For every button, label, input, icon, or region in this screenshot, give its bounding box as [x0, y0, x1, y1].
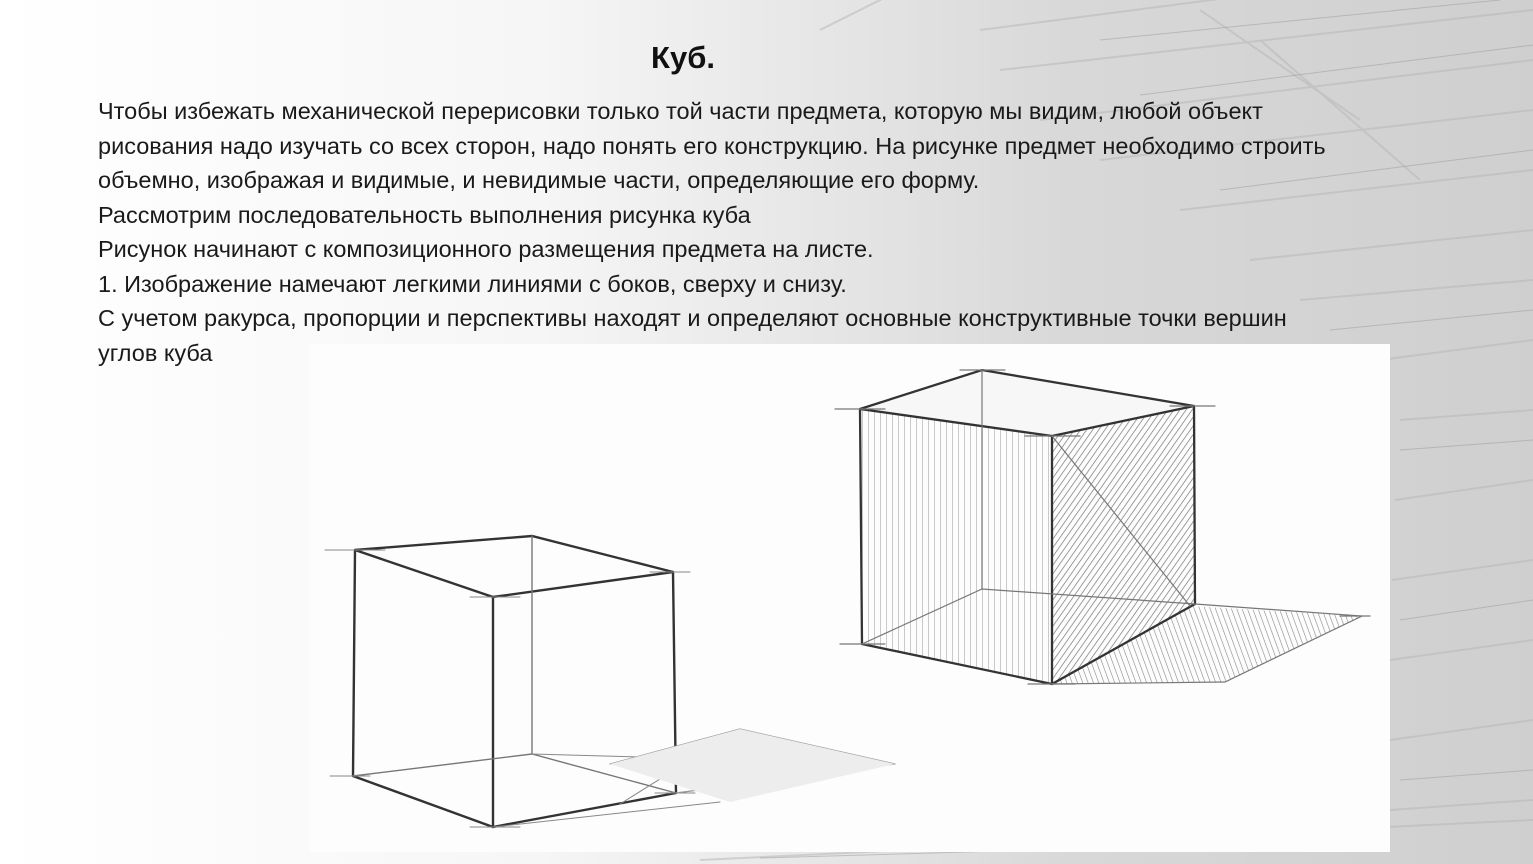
paragraph-line-7: С учетом ракурса, пропорции и перспективы находят и определяют основные конструктивные точки вершин	[98, 305, 1287, 331]
paragraph-line-6: 1. Изображение намечают легкими линиями с боков, сверху и снизу.	[98, 270, 847, 297]
shaded-cube-sketch	[835, 370, 1370, 684]
paragraph-line-4: Рассмотрим последовательность выполнения рисунка куба	[98, 201, 751, 228]
paragraph-line-8: углов куба	[98, 339, 213, 366]
paragraph-line-1: Чтобы избежать механической перерисовки только той части предмета, которую мы видим, любой объект	[98, 98, 1263, 124]
paragraph-line-3: объемно, изображая и видимые, и невидимые части, определяющие его форму.	[98, 167, 980, 193]
wireframe-cube-sketch	[325, 536, 895, 827]
cube-drawing-image	[310, 344, 1390, 852]
paragraph-line-2: рисования надо изучать со всех сторон, надо понять его конструкцию. На рисунке предмет необходимо строить	[98, 132, 1326, 159]
paragraph-line-5: Рисунок начинают с композиционного размещения предмета на листе.	[98, 236, 874, 262]
slide-title: Куб.	[651, 40, 715, 75]
slide-body-text	[98, 94, 1498, 370]
